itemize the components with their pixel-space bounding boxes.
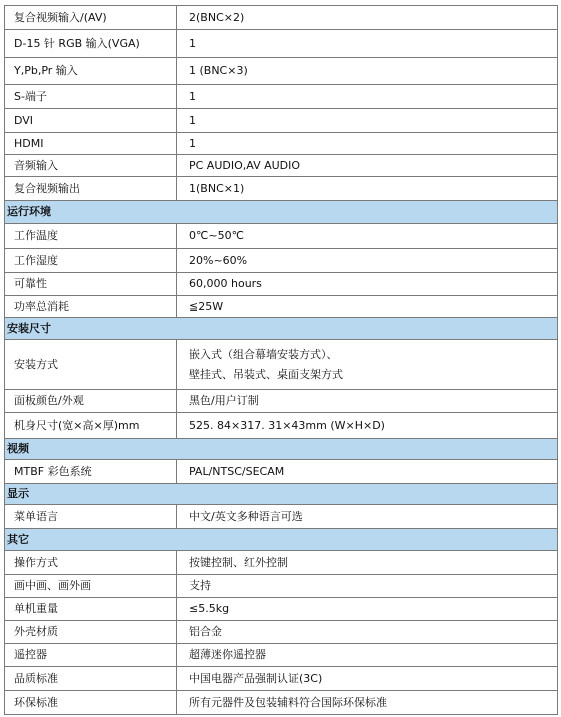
section-header-row: [5, 529, 558, 551]
spec-row: [5, 133, 558, 155]
spec-row: [5, 551, 558, 575]
spec-key: DVI: [5, 109, 177, 133]
spec-row: [5, 273, 558, 296]
spec-row: [5, 6, 558, 30]
spec-key: 可靠性: [5, 273, 177, 296]
spec-value: 1: [177, 133, 558, 155]
spec-key: 复合视频输出: [5, 177, 177, 201]
section-title: 视频: [5, 439, 558, 460]
spec-row: [5, 340, 558, 390]
spec-row: [5, 109, 558, 133]
spec-key: 工作温度: [5, 224, 177, 249]
spec-key: 画中画、画外画: [5, 575, 177, 598]
spec-row: [5, 30, 558, 58]
section-header-row: [5, 201, 558, 224]
spec-row: [5, 177, 558, 201]
spec-row: [5, 598, 558, 621]
spec-key: 音频输入: [5, 155, 177, 177]
spec-value: ≦25W: [177, 296, 558, 318]
spec-key: 菜单语言: [5, 505, 177, 529]
spec-value: 1: [177, 30, 558, 58]
spec-value: 0℃~50℃: [177, 224, 558, 249]
spec-value: 黑色/用户订制: [177, 390, 558, 413]
spec-value: 2(BNC×2): [177, 6, 558, 30]
section-title: 其它: [5, 529, 558, 551]
spec-value: 中文/英文多种语言可选: [177, 505, 558, 529]
spec-row: [5, 575, 558, 598]
spec-value-line: 壁挂式、吊装式、桌面支架方式: [189, 367, 343, 381]
spec-value: 60,000 hours: [177, 273, 558, 296]
spec-key: 安装方式: [5, 340, 177, 390]
spec-key: 外壳材质: [5, 621, 177, 644]
spec-row: [5, 621, 558, 644]
spec-value: 525. 84×317. 31×43mm (W×H×D): [177, 413, 558, 439]
spec-value: PAL/NTSC/SECAM: [177, 460, 558, 484]
spec-value: 按键控制、红外控制: [177, 551, 558, 575]
spec-row: [5, 296, 558, 318]
spec-row: [5, 644, 558, 667]
spec-table: [4, 5, 557, 715]
spec-row: [5, 155, 558, 177]
spec-key: 复合视频输入/(AV): [5, 6, 177, 30]
spec-value: 1: [177, 85, 558, 109]
spec-key: 机身尺寸(宽×高×厚)mm: [5, 413, 177, 439]
spec-key: 功率总消耗: [5, 296, 177, 318]
spec-key: 品质标准: [5, 667, 177, 691]
section-header-row: [5, 318, 558, 340]
spec-value: [177, 340, 558, 390]
spec-key: 面板颜色/外观: [5, 390, 177, 413]
spec-key: 单机重量: [5, 598, 177, 621]
spec-key: 环保标准: [5, 691, 177, 715]
spec-row: [5, 249, 558, 273]
spec-row: [5, 85, 558, 109]
spec-row: [5, 224, 558, 249]
spec-row: [5, 413, 558, 439]
spec-value: 支持: [177, 575, 558, 598]
spec-row: [5, 460, 558, 484]
spec-key: 遥控器: [5, 644, 177, 667]
spec-value: 中国电器产品强制认证(3C): [177, 667, 558, 691]
spec-value: 超薄迷你遥控器: [177, 644, 558, 667]
section-header-row: [5, 439, 558, 460]
spec-key: 操作方式: [5, 551, 177, 575]
spec-key: HDMI: [5, 133, 177, 155]
section-title: 显示: [5, 484, 558, 505]
spec-value: 铝合金: [177, 621, 558, 644]
section-title: 运行环境: [5, 201, 558, 224]
spec-key: 工作湿度: [5, 249, 177, 273]
spec-row: [5, 667, 558, 691]
spec-value: 所有元器件及包装辅料符合国际环保标准: [177, 691, 558, 715]
spec-value-line: 嵌入式（组合幕墙安装方式）、: [189, 347, 338, 361]
spec-value: 1: [177, 109, 558, 133]
spec-key: S-端子: [5, 85, 177, 109]
spec-value: 1(BNC×1): [177, 177, 558, 201]
spec-key: D-15 针 RGB 输入(VGA): [5, 30, 177, 58]
section-title: 安装尺寸: [5, 318, 558, 340]
spec-value: PC AUDIO,AV AUDIO: [177, 155, 558, 177]
spec-row: [5, 390, 558, 413]
section-header-row: [5, 484, 558, 505]
spec-row: [5, 505, 558, 529]
spec-value: 1 (BNC×3): [177, 58, 558, 85]
spec-row: [5, 691, 558, 715]
spec-key: MTBF 彩色系统: [5, 460, 177, 484]
spec-row: [5, 58, 558, 85]
spec-value: 20%~60%: [177, 249, 558, 273]
spec-value: ≤5.5kg: [177, 598, 558, 621]
spec-key: Y,Pb,Pr 输入: [5, 58, 177, 85]
